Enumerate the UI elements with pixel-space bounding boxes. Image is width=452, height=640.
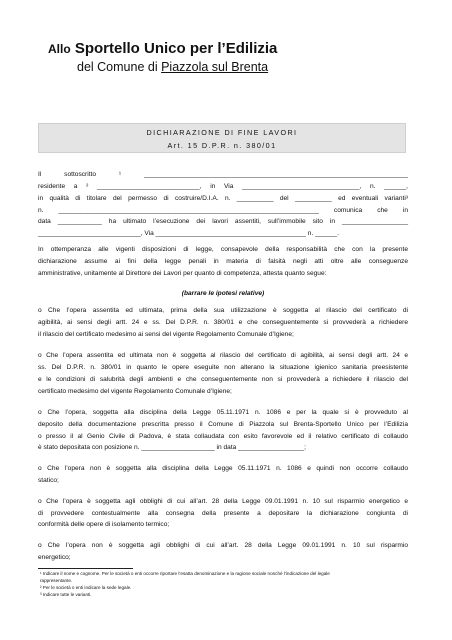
option-line: ο Che l’opera assentita ed ultimata non è soggetta al rilascio del certificato di agibilità, ai sensi degli artt. 24 e <box>38 352 408 359</box>
form-line: ____________________________, Via _________________________________________ n. ______. <box>38 230 339 237</box>
footnote-line: rappresentante. <box>40 578 73 583</box>
option-line: conformità delle opere di isolamento termico; <box>38 521 170 528</box>
option-line: e le condizioni di salubrità degli ambienti e che conseguentemente non si provvederà a richiedere il rilascio del <box>38 376 408 383</box>
header-allo: Allo <box>48 42 71 56</box>
option-line: deposito della documentazione prescritta presso il Comune di Piazzola sul Brenta-Sportello Unico per l’Edilizia <box>38 421 408 428</box>
form-line: residente a ² ____________________________, in Via ________________________________, n. ______, <box>38 183 408 190</box>
footnote-line: ² Per le società o enti indicare la sede legale. <box>40 585 132 590</box>
header-prefix: del Comune di <box>77 60 162 74</box>
option-line: ο Che l’opera assentita ed ultimata, prima della sua utilizzazione è soggetta al rilascio del certificato di <box>38 307 408 314</box>
header-comune: Piazzola sul Brenta <box>161 60 269 74</box>
intro-line: dichiarazione assume ai fini della legge penali in materia di falsità negli atti oltre alle conseguenze <box>38 258 408 265</box>
declaration-title: DICHIARAZIONE DI FINE LAVORI <box>146 128 298 137</box>
form-line: data ____________ ha ultimato l’esecuzione dei lavori assentiti, sull’immobile sito in __________________ <box>38 218 408 225</box>
option-line: di provvedere contestualmente alla consegna della presente a depositare la dichiarazione congiunta di <box>38 510 408 517</box>
declaration-article: Art. 15 D.P.R. n. 380/01 <box>167 141 277 150</box>
option-line: è stato depositata con posizione n. ____________________ in data __________________; <box>38 444 307 451</box>
form-line: n. _______________________________________________________________________ comunica che in <box>38 207 408 214</box>
form-line: in qualità di titolare del permesso di costruire/D.I.A. n. __________ del __________ ed eventuali varianti³ <box>38 195 408 202</box>
header-title <box>48 40 277 57</box>
instruction: (barrare le ipotesi relative) <box>181 290 265 297</box>
option-line: ο Che l’opera, soggetta alla disciplina della Legge 05.11.1971 n. 1086 e per la quale si è provveduto al <box>38 409 408 416</box>
option-line: energetico; <box>38 554 71 561</box>
title-box <box>38 123 406 153</box>
intro-line: In ottemperanza alle vigenti disposizioni di legge, consapevole della responsabilità che con la presente <box>38 246 408 253</box>
option-line: ο Che l’opera non è soggetta agli obblighi di cui all’art. 28 della Legge 09.01.1991 n. 10 sul risparmio <box>38 542 408 549</box>
footnote-rule <box>38 568 133 569</box>
option-line: ο Che l’opera non è soggetta alla disciplina della Legge 05.11.1971 n. 1086 e quindi non occorre collaudo <box>38 465 408 472</box>
form-line: Il sottoscritto ¹ ________________________________________________________________________ <box>38 171 408 178</box>
option-line: ss. Del D.P.R. n. 380/01 in quanto le opere eseguite non alterano la situazione igienico sanitaria preesistente <box>38 364 408 371</box>
intro-line: amministrative, unitamente al Direttore dei Lavori per quanto di competenza, attesta quanto segue: <box>38 270 327 277</box>
footnote-line: ¹ Indicare il nome e cognome. Per le società o enti occorre riportare l’esatta denominazione e la ragione sociale nonché l’indicazione del legale <box>40 571 330 576</box>
option-line: o presso il al Genio Civile di Padova, è stata collaudata con esito favorevole ed il relativo certificato di collaudo <box>38 433 408 440</box>
footnote-line: ³ Indicare tutte le varianti. <box>40 592 92 597</box>
option-line: il rilascio del certificato medesimo ai sensi del vigente Regolamento Comunale d’Igiene; <box>38 331 294 338</box>
option-line: statico; <box>38 477 59 484</box>
option-line: agibilità, ai sensi degli artt. 24 e ss. Del D.P.R. n. 380/01 e che conseguentemente si provvederà a richiedere <box>38 319 408 326</box>
option-line: certificato medesimo del vigente Regolamento Comunale d’Igiene; <box>38 388 232 395</box>
option-line: ο Che l’opera è soggetta agli obblighi di cui all’art. 28 della Legge 09.01.1991 n. 10 sul risparmio energetico e <box>38 498 408 505</box>
header-office: Sportello Unico per l’Edilizia <box>74 40 278 57</box>
header-subtitle <box>77 60 268 74</box>
